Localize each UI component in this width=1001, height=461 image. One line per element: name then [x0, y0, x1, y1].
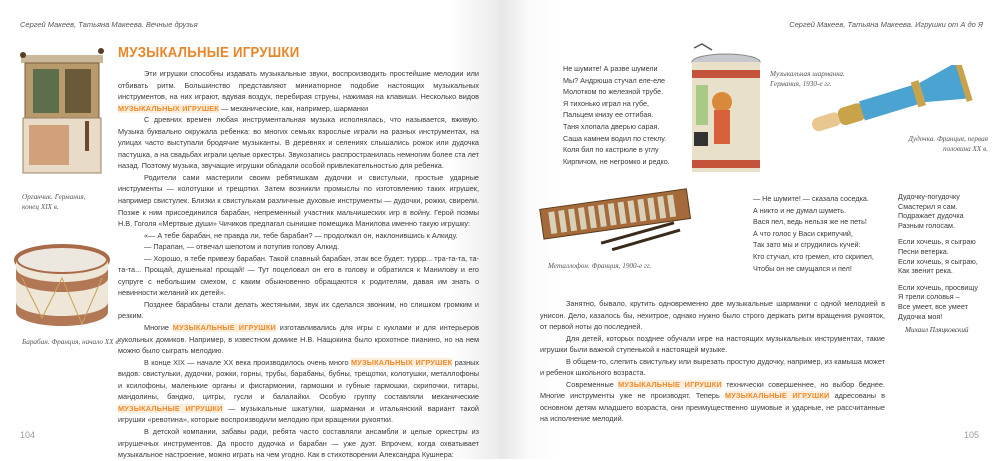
poem-line: Если хочешь, я сыграю,: [898, 256, 978, 266]
poem-line: Если хочешь, я сыграю: [898, 237, 976, 247]
poem-plyatskovsky-block: [898, 192, 993, 336]
paragraph: [118, 172, 479, 230]
paragraph: [118, 114, 479, 172]
paragraph: [118, 241, 479, 253]
highlighted-term: МУЗЫКАЛЬНЫЕ ИГРУШКИ: [618, 379, 722, 389]
poem-line: Чтобы он не смущался и пел!: [753, 263, 852, 273]
poem-line: А никто и не думал шуметь.: [753, 205, 847, 215]
text-segment: Родители сами мастерили своим ребятишкам дудочки и свистульки, простые ударные инструменты — колотушки и трещотки. Затем возникли промыслы по изготовлению таких игрушек, например свистулек. Близки к свистулькам различные духовые инструменты — дудочки, рожки, свирели. Позже к ним присоединился барабан, непременный участник мальчишеских игр в войну. Герой поэмы Н.В. Гоголя «Мертвые души» Чичиков предлагал сынишке помещика Манилова именно такую игрушку:: [118, 172, 479, 229]
poem-line: Я тихонько играл на губе,: [563, 98, 650, 108]
poem-kushner-part1: [563, 63, 670, 167]
paragraph: [118, 230, 479, 242]
running-head: Сергей Макеев, Татьяна Макеева. Вечные друзья: [20, 20, 198, 29]
pipe-image: [800, 65, 982, 135]
poem-line: А что голос у Васи скрипучий,: [753, 228, 853, 238]
poem-line: Пальцем книзу ее оттибая.: [563, 110, 654, 120]
text-segment: Современные: [566, 379, 619, 389]
poem-line: Молотком по железной трубе.: [563, 87, 664, 97]
poem-line: Разным голосам.: [898, 220, 955, 230]
poem-plyatskovsky: [898, 192, 993, 321]
poem-kushner-part2: [753, 193, 874, 274]
organ-image: [15, 45, 110, 185]
highlighted-term: МУЗЫКАЛЬНЫХ ИГРУШЕК: [350, 357, 453, 367]
highlighted-term: МУЗЫКАЛЬНЫХ ИГРУШЕК: [118, 103, 219, 113]
poem-line: Таня хлопала дверью сарая.: [563, 121, 660, 131]
poem-line: Кто стучал, кто гремел, кто скрипел,: [753, 251, 874, 261]
text-segment: — музыкальные шкатулки, шарманки и итальянский вариант такой игрушки «ревотина», которые воспроизводили мелодию при вращении рукоятки.: [118, 403, 480, 425]
running-head: Сергей Макеев, Татьяна Макеева. Игрушки от А до Я: [789, 20, 983, 29]
paragraph: [118, 322, 479, 357]
poem-line: Песни ветерка.: [898, 246, 949, 256]
text-segment: «— А тебе барабан, не правда ли, тебе барабан? — продолжал он, наклонившись к Алкиду.: [144, 230, 458, 240]
text-segment: адресованы в основном детям младшего возраста, они преимущественно шумовые и ударные, не рассчитанные на исполнение мелодий.: [540, 391, 886, 424]
paragraph: [118, 299, 479, 322]
right-page: [500, 0, 1001, 459]
poem-line: Дудочка моя!: [898, 311, 943, 321]
poem-line: Смастерил я сам.: [898, 201, 958, 211]
poem-line: Коля бил по кастрюле в углу: [563, 145, 659, 155]
caption-barrel-organ: Музыкальная шарманка. Германия, 1930-е гг.: [770, 70, 845, 88]
poem-line: Вася пел, ведь нельзя же не петь!: [753, 217, 867, 227]
text-segment: — Парапан, — отвечал шепотом и потупив голову Алкид.: [144, 242, 340, 252]
caption-metallophone: Металлофон. Франция, 1900-е гг.: [548, 262, 652, 270]
caption-drum: Барабан. Франция, начало XX в.: [22, 338, 121, 346]
paragraph: [118, 426, 479, 461]
text-segment: В общем-то, слепить свистульку или вырезать простую дудочку, например, из камыша может и ребенок школьного возраста.: [540, 356, 885, 378]
text-segment: Для детей, которых позднее обучали игре на настоящих музыкальных инструментах, такие игрушки были важной ступенькой к настоящей музыке.: [540, 333, 885, 355]
highlighted-term: МУЗЫКАЛЬНЫЕ ИГРУШКИ: [118, 403, 223, 413]
caption-pipe: Дудочка. Франция, первая половина XX в.: [908, 135, 988, 153]
text-segment: С древних времен любая инструментальная музыка исполнялась, что называется, вживую. Музыка буквально окружала ребенка: во многих семьях взрослые играли на разных инструментах, на улицах часто выступали бродячие музыканты. В деревнях и селениях слышались рожок или дудочка пастушка, а на свадьбах играли целые оркестры. Звукозапись распространилась немногим более ста лет назад. Поэтому музыка, звучащие игрушки обладали особой привлекательностью для ребенка.: [118, 115, 479, 171]
paragraph: [540, 298, 885, 333]
barrel-organ-image: [688, 40, 764, 180]
text-segment: Занятно, бывало, крутить одновременно две музыкальные шарманки с одной мелодией в унисон. Дело, казалось бы, нехитрое, однако нужно было строго держать ритм вращения рукояток, от первой ноты до последней.: [540, 299, 885, 332]
poem-line: Мы? Андрюша стучал еле-еле: [563, 75, 666, 85]
poem-line: Кирпичом, не негромко и редко.: [563, 156, 670, 166]
poem-line: Подражает дудочка: [898, 211, 964, 221]
right-body-text: [540, 298, 885, 425]
poem-line: Как звенит река.: [898, 266, 953, 276]
page-title: МУЗЫКАЛЬНЫЕ ИГРУШКИ: [118, 44, 300, 61]
poem-author: Михаил Пляцковский: [905, 326, 969, 335]
poem-line: Все умеет, все умеет: [898, 301, 968, 311]
poem-line: Саша камнем водил по стеклу.: [563, 133, 667, 143]
page-number: 104: [20, 430, 36, 440]
poem-line: — Не шумите! — сказала соседка.: [753, 194, 869, 203]
text-segment: — механические, как, например, шарманки: [218, 103, 369, 113]
text-segment: разных видов: свистульки, дудочки, рожки, горны, трубы, барабаны, бубны, трещотки, колотушки, металлофоны и ксилофоны, маленькие органы и фисгармонии, гармошки и губные гармошки, скрипочки, гитары, мандолины, банджо, цитры, гусли и балалайки. Особую группу составляли механические: [118, 357, 479, 402]
paragraph: [540, 379, 885, 425]
text-segment: — Хорошо, я тебе привезу барабан. Такой славный барабан, этак все будет: туррр... тра-та-та, та-та-та... Прощай, душенька! прощай! — Тут поцеловал он его в голову и обратился к Манилову и его супруге с небольшим смехом, с каким обыкновенно обращаются к родителям, давая им знать о невинности желаний их детей».: [118, 253, 479, 298]
paragraph: [118, 357, 479, 426]
poem-line: Дудочку-погудочку: [898, 192, 960, 201]
left-page: [0, 0, 500, 459]
caption-organ: Органчик. Германия, конец XIX в.: [22, 193, 86, 211]
metallophone-image: [538, 185, 693, 255]
paragraph: [540, 333, 885, 356]
text-segment: В конце XIX — начале XX века производилось очень много: [144, 357, 351, 367]
text-segment: Эти игрушки способны издавать музыкальные звуки, воспроизводить простейшие мелодии или отбивать ритм. Большинство представляют миниатюрное подобие настоящих музыкальных инструментов, на них играют, вдувая воздух, перебирая струны, нажимая на клавиши. Несколько видов: [118, 69, 479, 102]
poem-line: Если хочешь, просвищу: [898, 282, 979, 292]
paragraph: [118, 68, 479, 114]
paragraph: [118, 253, 479, 299]
drum-image: [12, 238, 112, 333]
text-segment: технически совершеннее, но выбор беднее. Многие инструменты уже не производят. Теперь: [540, 379, 885, 401]
highlighted-term: МУЗЫКАЛЬНЫЕ ИГРУШКИ: [172, 323, 276, 333]
paragraph: [540, 356, 885, 379]
text-segment: изготавливались для игры с куклами и для интерьеров кукольных домиков. Например, в известном домике Н.В. Нащокина было крохотное пианино, но на нем можно было сыграть мелодию.: [118, 323, 479, 356]
poem-line: Так зато мы и сгрудились кучей:: [753, 240, 861, 250]
poem-line: Я трели соловья –: [898, 292, 960, 302]
left-body-text: [118, 68, 479, 461]
text-segment: Позднее барабаны стали делать жестяными, звук их сделался звонким, но слишком громким и резким.: [118, 299, 479, 321]
page-number: 105: [963, 430, 979, 440]
poem-line: Не шумите! А разве шумели: [563, 64, 658, 73]
text-segment: В детской компании, забавы ради, ребята часто составляли ансамбли и целые оркестры из игрушечных инструментов. Да просто дудочка и барабан — уже дуэт. Впрочем, когда охватывает музыкальное настроение, можно играть на чем угодно. Как в стихотворении Александра Кушнера:: [118, 426, 479, 460]
text-segment: Многие: [144, 323, 173, 333]
highlighted-term: МУЗЫКАЛЬНЫЕ ИГРУШКИ: [724, 391, 830, 401]
